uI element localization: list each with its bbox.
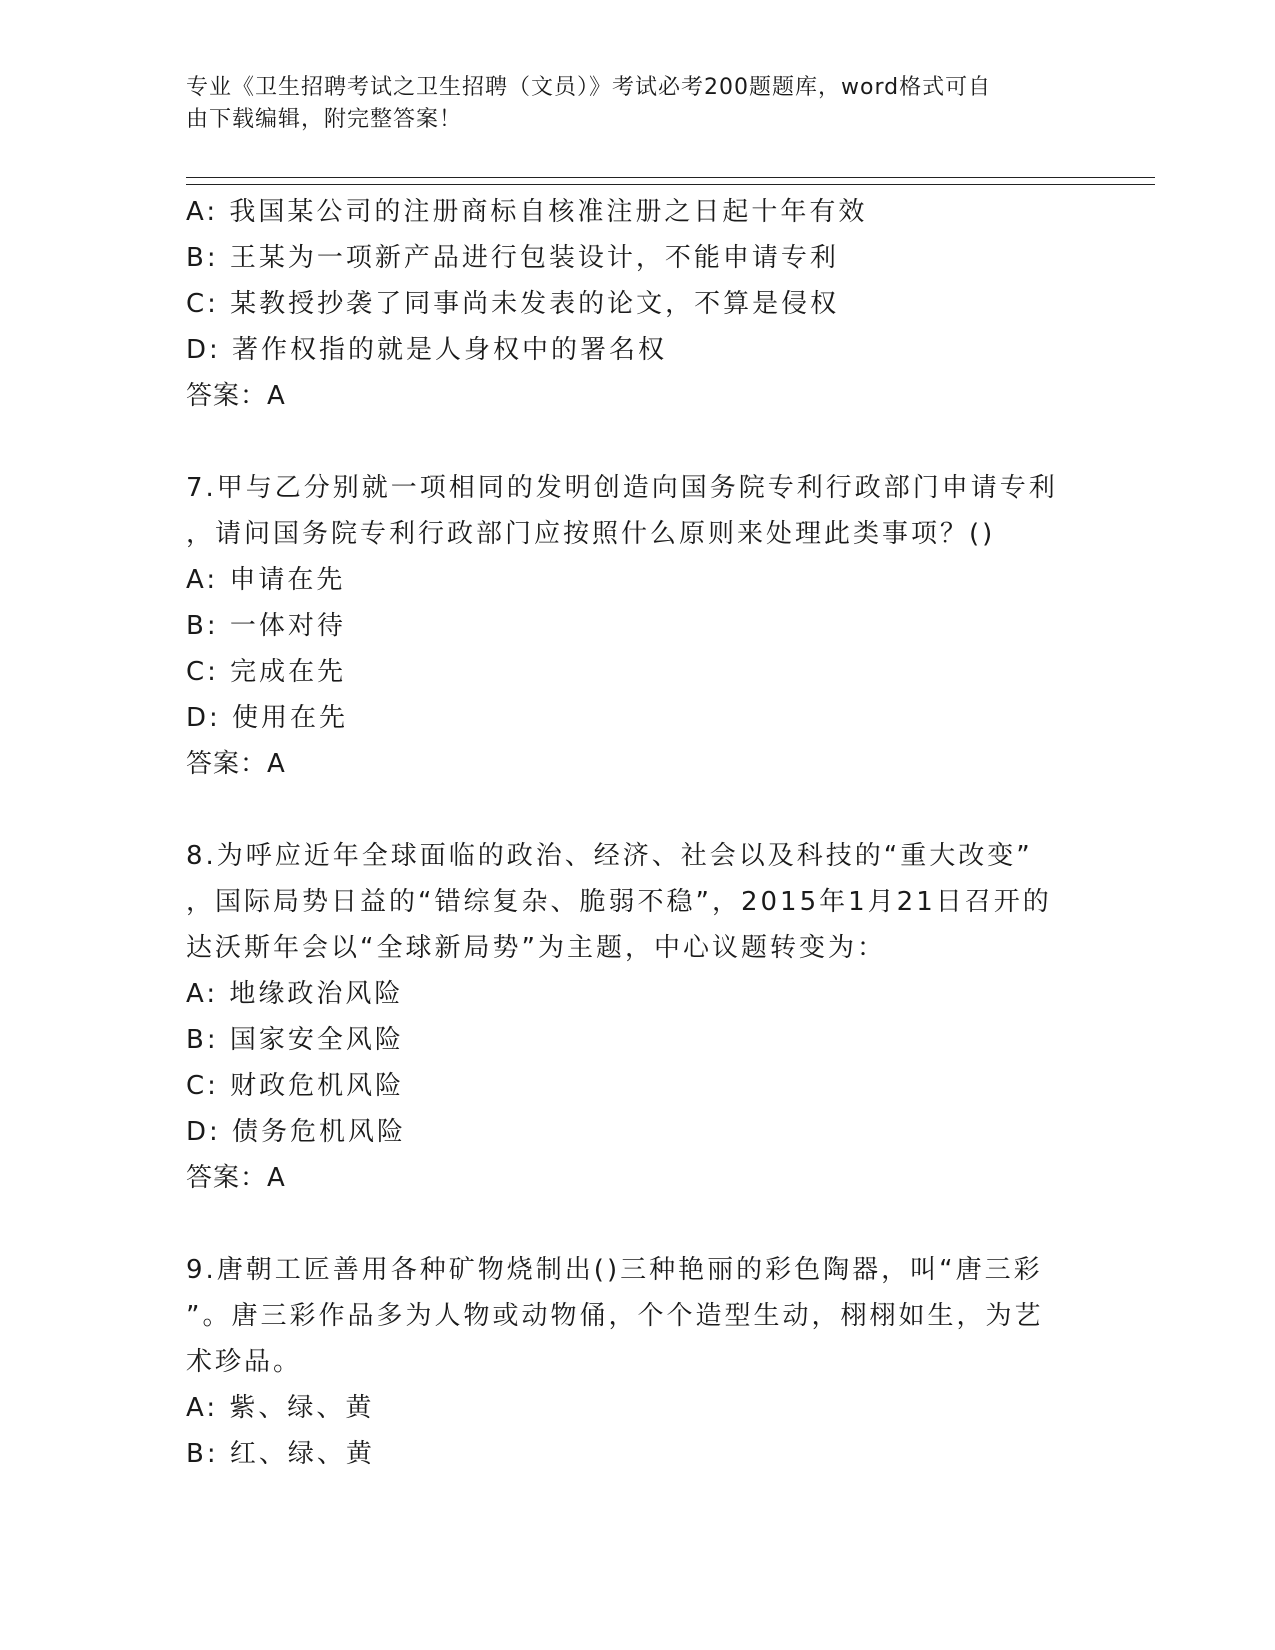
question-text-line: ，请问国务院专利行政部门应按照什么原则来处理此类事项？(): [186, 519, 996, 549]
option-b: B: 国家安全风险: [186, 1025, 404, 1055]
question-7: [186, 465, 1086, 787]
spacer: [186, 787, 1086, 833]
header-divider-top: [186, 177, 1155, 178]
spacer: [186, 419, 1086, 465]
question-text-line: ”。唐三彩作品多为人物或动物俑，个个造型生动，栩栩如生，为艺: [186, 1301, 1044, 1331]
option-a: A: 我国某公司的注册商标自核准注册之日起十年有效: [186, 197, 868, 227]
question-text-line: ，国际局势日益的“错综复杂、脆弱不稳”，2015年1月21日召开的: [186, 887, 1052, 917]
question-list: [186, 189, 1086, 1477]
option-d: D: 著作权指的就是人身权中的署名权: [186, 335, 668, 365]
spacer: [186, 1201, 1086, 1247]
answer: 答案：A: [186, 1163, 286, 1193]
header-line-1: 专业《卫生招聘考试之卫生招聘（文员）》考试必考200题题库，word格式可自: [186, 75, 992, 100]
question-text-line: 8.为呼应近年全球面临的政治、经济、社会以及科技的“重大改变”: [186, 841, 1033, 871]
option-d: D: 使用在先: [186, 703, 349, 733]
option-d: D: 债务危机风险: [186, 1117, 407, 1147]
question-text-line: 9.唐朝工匠善用各种矿物烧制出()三种艳丽的彩色陶器，叫“唐三彩: [186, 1255, 1043, 1285]
header-line-2: 由下载编辑，附完整答案！: [186, 107, 463, 132]
question-9: [186, 1247, 1086, 1477]
document-header: [186, 72, 1066, 136]
header-divider-bottom: [186, 184, 1155, 185]
answer: 答案：A: [186, 749, 286, 779]
option-a: A: 地缘政治风险: [186, 979, 404, 1009]
question-text-line: 7.甲与乙分别就一项相同的发明创造向国务院专利行政部门申请专利: [186, 473, 1058, 503]
option-c: C: 某教授抄袭了同事尚未发表的论文，不算是侵权: [186, 289, 840, 319]
option-b: B: 一体对待: [186, 611, 346, 641]
question-text-line: 术珍品。: [186, 1347, 303, 1377]
option-b: B: 王某为一项新产品进行包装设计，不能申请专利: [186, 243, 839, 273]
option-b: B: 红、绿、黄: [186, 1439, 375, 1469]
question-6: [186, 189, 1086, 419]
option-a: A: 申请在先: [186, 565, 346, 595]
question-8: [186, 833, 1086, 1201]
question-text-line: 达沃斯年会以“全球新局势”为主题，中心议题转变为：: [186, 933, 886, 963]
answer: 答案：A: [186, 381, 286, 411]
option-c: C: 完成在先: [186, 657, 347, 687]
option-c: C: 财政危机风险: [186, 1071, 405, 1101]
option-a: A: 紫、绿、黄: [186, 1393, 375, 1423]
